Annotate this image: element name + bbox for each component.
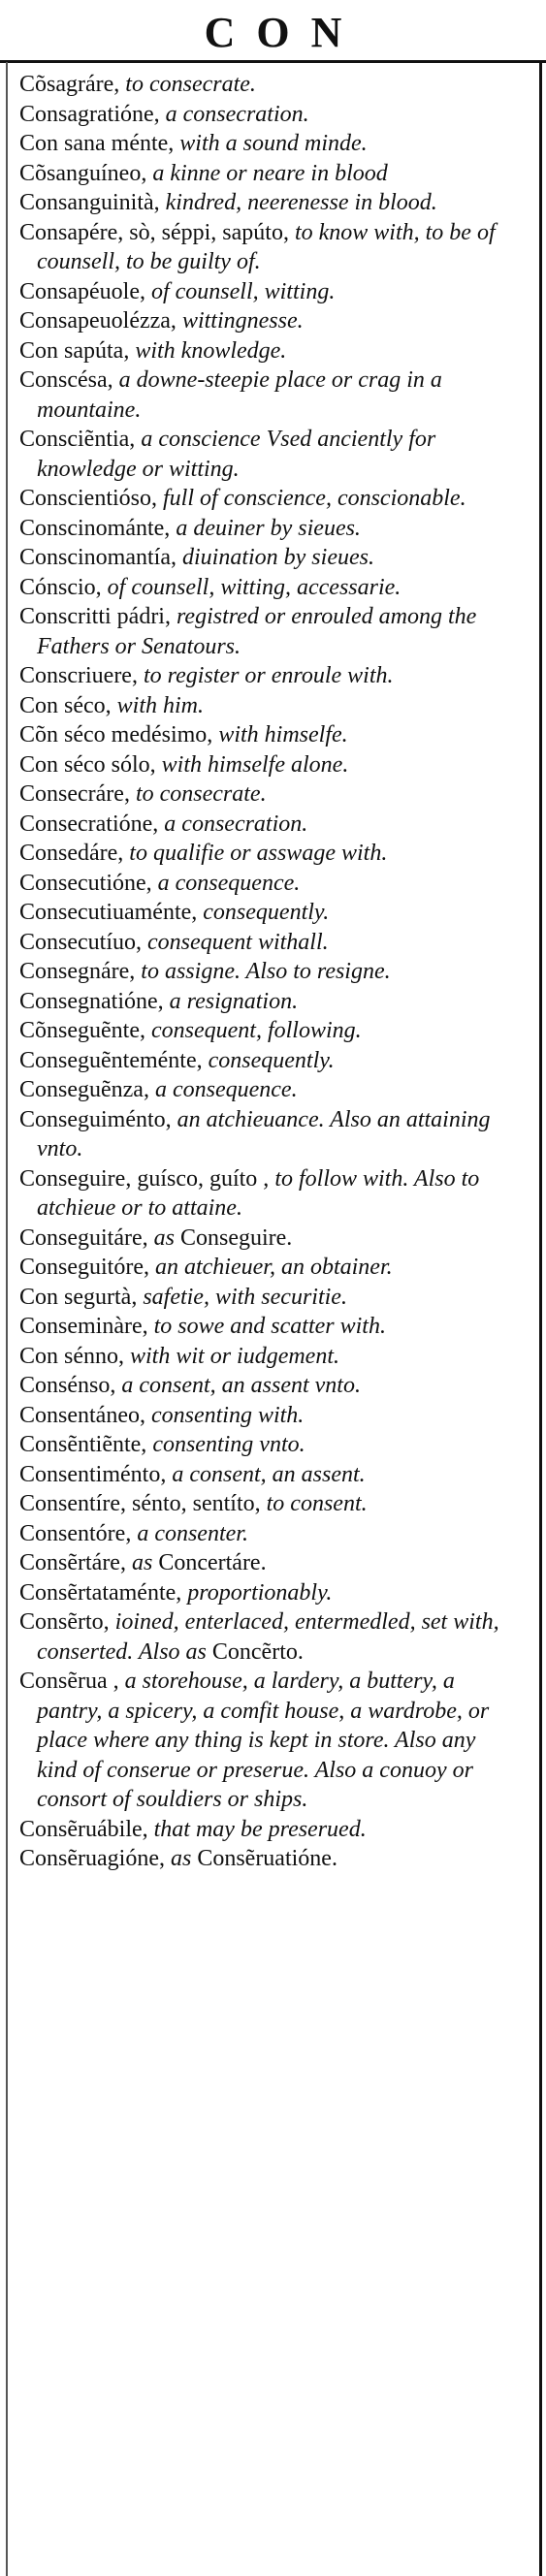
dictionary-column [19,70,520,1874]
dictionary-entry [19,484,520,514]
entry-gloss: a deuiner by sieues. [170,515,361,541]
header-rule [0,60,546,63]
entry-headword: Consecutíuo, [19,929,142,955]
dictionary-entry [19,70,520,100]
dictionary-entry [19,159,520,189]
dictionary-entry [19,1548,520,1578]
entry-headword: Conscinománte, [19,515,171,541]
entry-headword: Consẽntiẽnte, [19,1432,147,1457]
entry-gloss: a consequence. [151,870,301,896]
entry-gloss: consequently. [202,1047,335,1073]
dictionary-entry [19,661,520,691]
entry-gloss: an atchieuance. Also an attaining vnto. [37,1106,491,1161]
entry-gloss: a resignation. [163,988,299,1014]
entry-gloss: full of conscience, conscionable. [157,486,466,511]
dictionary-entry [19,957,520,987]
dictionary-entry [19,1430,520,1460]
dictionary-entry [19,1460,520,1490]
dictionary-entry [19,1075,520,1105]
entry-gloss: consequent, following. [145,1018,362,1043]
entry-headword: Cõsanguíneo, [19,160,147,186]
entry-headword: Consentáneo, [19,1402,145,1428]
dictionary-entry [19,1283,520,1313]
entry-headword: Consagratióne, [19,101,160,127]
entry-headword: Conseguire, guísco, guíto , [19,1165,270,1192]
entry-cross-reference: Conseguire. [174,1224,293,1251]
dictionary-entry [19,1342,520,1372]
entry-headword: Consecutióne, [19,870,152,896]
entry-gloss: consequently. [197,900,330,925]
entry-headword: Consecráre, [19,781,130,807]
entry-gloss: a conscience Vsed anciently for knowledge or witting. [37,427,436,482]
entry-gloss: as [125,1550,153,1575]
dictionary-entry [19,691,520,721]
entry-headword: Cõsagráre, [19,72,120,97]
dictionary-entry [19,1312,520,1342]
dictionary-entry [19,1401,520,1431]
dictionary-entry [19,928,520,958]
dictionary-entry [19,810,520,840]
dictionary-entry [19,366,520,425]
entry-gloss: with himselfe alone. [155,751,349,778]
entry-gloss: a consenter. [131,1520,248,1546]
dictionary-entry [19,1105,520,1164]
dictionary-entry [19,425,520,484]
left-column-rule [6,62,8,2576]
dictionary-entry [19,1489,520,1519]
entry-gloss: to sowe and scatter with. [147,1314,386,1339]
entry-gloss: that may be preserued. [147,1816,367,1842]
entry-gloss: to register or enroule with. [137,663,394,688]
entry-gloss: an atchieuer, an obtainer. [148,1255,393,1280]
dictionary-entry [19,1224,520,1254]
dictionary-entry [19,1016,520,1046]
entry-headword: Conseguitóre, [19,1255,149,1280]
entry-headword: Consciẽntia, [19,427,136,452]
entry-gloss: of counsell, witting, accessarie. [101,574,401,600]
entry-gloss: to consecrate. [129,781,267,807]
entry-headword: Consẽrua , [19,1669,119,1694]
dictionary-entry [19,750,520,780]
entry-gloss: ioined, enterlaced, entermedled, set with, conserted. Also as [37,1609,499,1665]
entry-headword: Con sénno, [19,1343,124,1369]
entry-gloss: kindred, neerenesse in blood. [159,190,437,215]
entry-gloss: with knowledge. [129,337,287,364]
entry-cross-reference: Concẽrto. [206,1638,304,1665]
dictionary-entry [19,987,520,1017]
dictionary-entry [19,277,520,307]
entry-headword: Consecratióne, [19,811,159,837]
dictionary-entry [19,1164,520,1224]
entry-headword: Conscriuere, [19,663,138,688]
entry-headword: Consapeuolézza, [19,308,177,334]
entry-headword: Conscésa, [19,367,113,393]
entry-headword: Cónscio, [19,574,102,600]
entry-gloss: consequent withall. [142,929,329,955]
entry-headword: Con séco sólo, [19,751,156,778]
entry-headword: Consapéuole, [19,278,145,304]
dictionary-entry [19,1815,520,1845]
entry-gloss: a downe-steepie place or crag in a mountaine. [37,367,442,423]
entry-gloss: safetie, with securitie. [137,1284,347,1310]
entry-gloss: to follow with. Also to atchieue or to attaine. [37,1165,480,1221]
dictionary-entry [19,188,520,218]
entry-headword: Conseguẽnteménte, [19,1047,203,1073]
entry-headword: Conscientióso, [19,486,157,511]
entry-cross-reference: Concertáre. [152,1550,267,1575]
entry-gloss: a consent, an assent. [166,1461,366,1487]
dictionary-entry [19,1607,520,1667]
entry-gloss: to consent. [260,1491,368,1516]
running-head: CON [204,9,364,56]
entry-gloss: to qualifie or asswage with. [123,841,388,866]
entry-gloss: to consecrate. [119,72,256,97]
entry-headword: Consentíre, sénto, sentíto, [19,1491,261,1516]
entry-headword: Consecutiuaménte, [19,900,198,925]
entry-headword: Consegnáre, [19,959,136,984]
entry-gloss: as [164,1846,192,1871]
entry-headword: Consẽrtataménte, [19,1579,182,1606]
entry-gloss: a consent, an assent vnto. [115,1373,361,1398]
dictionary-entry [19,1578,520,1608]
entry-headword: Consentóre, [19,1520,132,1546]
dictionary-entry [19,129,520,159]
entry-gloss: a kinne or neare in blood [146,160,388,186]
entry-headword: Consegnatióne, [19,988,164,1014]
dictionary-entry [19,839,520,869]
dictionary-entry [19,514,520,544]
dictionary-entry [19,779,520,810]
entry-gloss: with him. [111,692,204,718]
entry-cross-reference: Consẽruatióne. [191,1846,337,1871]
entry-headword: Consapére, sò, séppi, sapúto, [19,219,289,245]
entry-gloss: a consecration. [159,101,309,127]
entry-headword: Con segurtà, [19,1284,138,1310]
dictionary-entry [19,1519,520,1549]
dictionary-entry [19,602,520,661]
entry-headword: Consentiménto, [19,1461,167,1487]
entry-headword: Consẽrto, [19,1609,110,1635]
dictionary-entry [19,869,520,899]
dictionary-entry [19,1253,520,1283]
entry-headword: Conseguitáre, [19,1224,148,1251]
entry-gloss: as [147,1224,175,1251]
entry-gloss: to assigne. Also to resigne. [135,959,391,984]
entry-gloss: of counsell, witting. [145,278,336,304]
entry-headword: Conseguiménto, [19,1106,172,1132]
entry-gloss: a consecration. [158,811,308,837]
dictionary-entry [19,543,520,573]
dictionary-entry [19,720,520,750]
entry-gloss: consenting vnto. [146,1432,305,1457]
entry-gloss: with a sound minde. [174,131,368,156]
dictionary-entry [19,218,520,277]
entry-headword: Consénso, [19,1373,116,1398]
entry-headword: Conseguẽnza, [19,1077,149,1102]
dictionary-entry [19,573,520,603]
entry-gloss: a storehouse, a lardery, a buttery, a pantry, a spicery, a comfit house, a wardrobe, or place where any thing is kept in store. Also any kind of conserue or preserue. Also a conuoy or consort of souldiers or ships. [37,1669,490,1812]
entry-headword: Cõnseguẽnte, [19,1018,145,1043]
entry-gloss: with himselfe. [212,722,348,747]
entry-gloss: registred or enrouled among the Fathers or Senatours. [37,604,477,659]
entry-headword: Consẽruagióne, [19,1846,165,1871]
entry-gloss: consenting with. [145,1402,305,1428]
entry-gloss: to know with, to be of counsell, to be guilty of. [37,219,496,274]
entry-gloss: with wit or iudgement. [124,1343,339,1369]
entry-headword: Con sana ménte, [19,131,175,156]
entry-headword: Cõn séco medésimo, [19,722,213,747]
dictionary-entry [19,1844,520,1874]
entry-headword: Conscritti pádri, [19,604,171,629]
dictionary-entry [19,336,520,366]
entry-gloss: wittingnesse. [176,308,304,334]
entry-gloss: a consequence. [148,1077,298,1102]
dictionary-entry [19,1371,520,1401]
entry-gloss: diuination by sieues. [176,545,374,570]
entry-headword: Consanguinità, [19,190,160,215]
right-column-rule [539,62,542,2576]
entry-gloss: proportionably. [181,1579,333,1606]
entry-headword: Consẽrtáre, [19,1550,126,1575]
dictionary-entry [19,1046,520,1076]
page-header [0,0,546,68]
entry-headword: Con sapúta, [19,337,130,364]
entry-headword: Con séco, [19,692,112,718]
entry-headword: Conscinomantía, [19,545,177,570]
dictionary-entry [19,100,520,130]
entry-headword: Conseminàre, [19,1314,148,1339]
entry-headword: Consẽruábile, [19,1816,148,1842]
dictionary-entry [19,898,520,928]
entry-headword: Consedáre, [19,841,124,866]
dictionary-entry [19,1667,520,1815]
dictionary-entry [19,306,520,336]
